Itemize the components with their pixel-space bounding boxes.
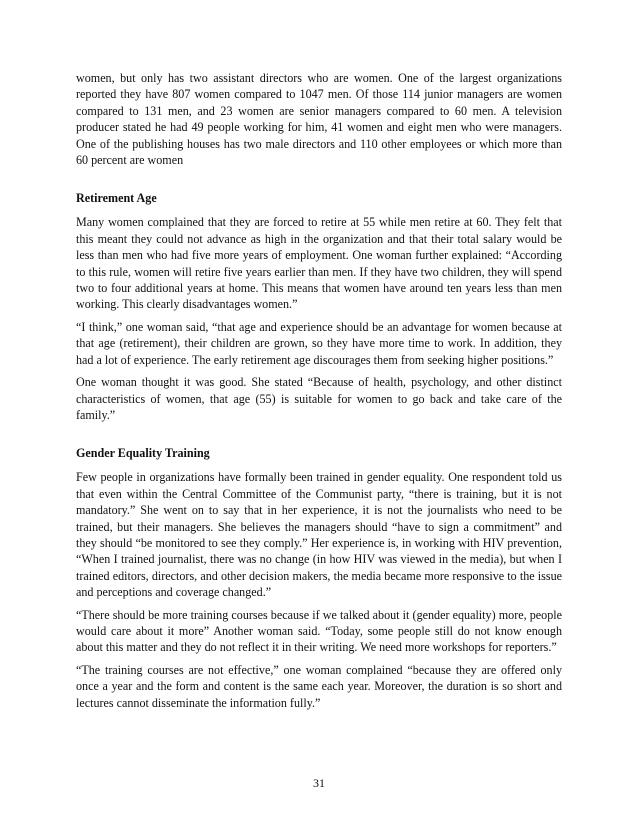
paragraph: One woman thought it was good. She stated “Because of health, psychology, and other distinct characteristics of women, that age (55) is suitable for women to go back and take care of the family.”: [76, 375, 562, 422]
intro-paragraph: women, but only has two assistant directors who are women. One of the largest organizations reported they have 807 women compared to 1047 men. Of those 114 junior managers are women compared to 131 men, and 23 women are senior managers compared to 60 men. A television producer stated he had 49 people working for him, 41 women and eight men who were managers. One of the publishing houses has two male directors and 110 other employees or which more than 60 percent are women: [76, 71, 562, 168]
section-retirement-age: [76, 190, 562, 423]
paragraph: Many women complained that they are forced to retire at 55 while men retire at 60. They felt that this meant they could not advance as high in the organization and that their total salary would be less than men who had five more years of employment. One woman further explained: “According to this rule, women will retire five years earlier than men. If they have two children, they will spend two to four additional years at home. This means that women have around ten years less than men working. This clearly disadvantages women.”: [76, 215, 562, 312]
page-number: 31: [313, 776, 325, 790]
paragraph: “There should be more training courses because if we talked about it (gender equality) more, people would care about it more” Another woman said. “Today, some people still do not know enough about this matter and they do not reflect it in their writing. We need more workshops for reporters.”: [76, 607, 562, 655]
section-gender-equality-training: [76, 445, 562, 711]
paragraph: Few people in organizations have formally been trained in gender equality. One respondent told us that even within the Central Committee of the Communist party, “there is training, but it is not mandatory.” She went on to say that in her experience, it is not the journalists who need to be trained, but their managers. She believes the managers should “have to sign a commitment” and they should “be monitored to see they comply.” Her experience is, in working with HIV prevention, “When I trained journalist, there was no change (in how HIV was viewed in the media), but when I trained editors, directors, and other decision makers, the media became more responsive to the issue and perceptions and coverage changed.”: [76, 470, 562, 600]
document-page: [76, 70, 562, 717]
section-heading: Retirement Age: [76, 191, 157, 206]
section-heading: Gender Equality Training: [76, 446, 210, 461]
paragraph: “I think,” one woman said, “that age and experience should be an advantage for women because at that age (retirement), their children are grown, so they have more time to work. In addition, they had a lot of experience. The early retirement age discourages them from seeking higher positions.”: [76, 319, 562, 367]
paragraph: “The training courses are not effective,” one woman complained “because they are offered only once a year and the form and content is the same each year. Moreover, the duration is so short and lectures cannot disseminate the information fully.”: [76, 662, 562, 710]
